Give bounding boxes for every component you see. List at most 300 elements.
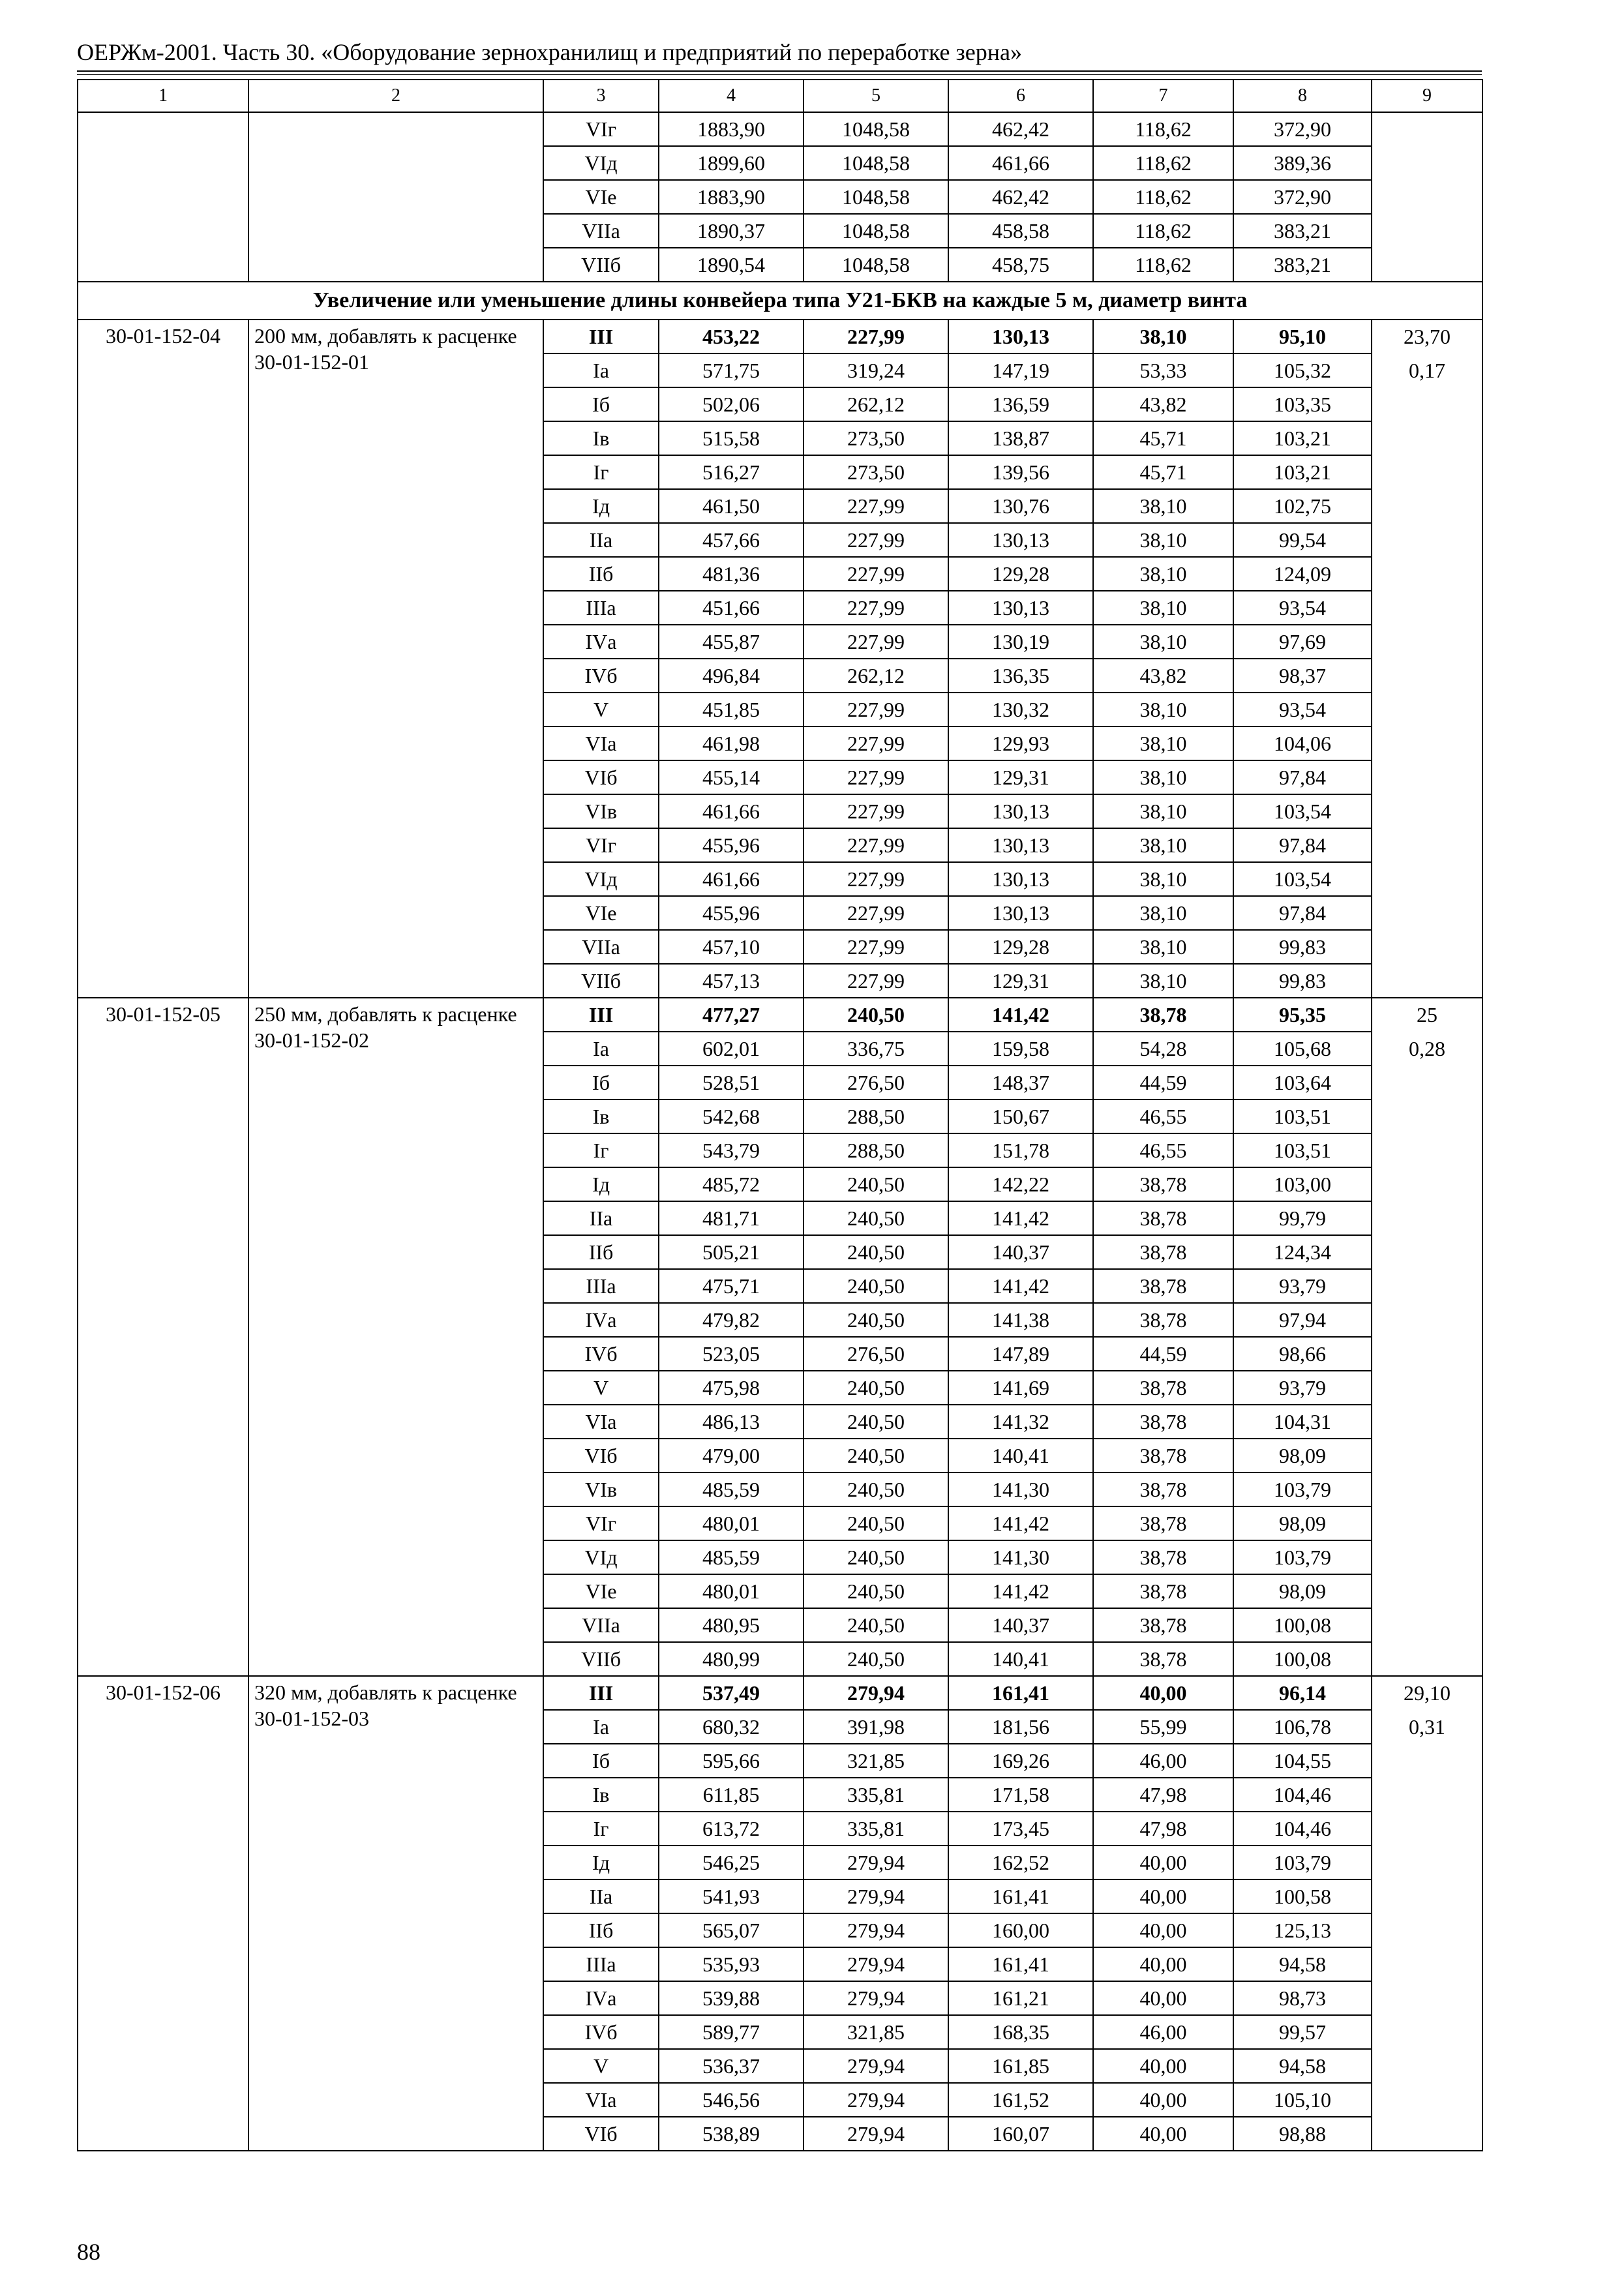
value-cell: 99,83	[1233, 964, 1372, 998]
value-cell: IVб	[543, 1337, 659, 1371]
value-cell: 150,67	[948, 1100, 1093, 1133]
value-cell: 103,21	[1233, 455, 1372, 489]
col9-value: 23,70	[1404, 325, 1451, 348]
value-cell: Iг	[543, 455, 659, 489]
value-cell: 38,78	[1093, 1235, 1233, 1269]
value-cell: 55,99	[1093, 1710, 1233, 1744]
value-cell: 129,31	[948, 964, 1093, 998]
value-cell: 455,96	[659, 828, 804, 862]
value-cell: VIб	[543, 760, 659, 794]
value-cell: 240,50	[804, 1506, 948, 1540]
value-cell: 141,42	[948, 1574, 1093, 1608]
value-cell: 130,13	[948, 828, 1093, 862]
value-cell: 455,96	[659, 896, 804, 930]
value-cell: 171,58	[948, 1778, 1093, 1812]
value-cell: 1899,60	[659, 146, 804, 180]
value-cell: 103,51	[1233, 1133, 1372, 1167]
value-cell: 227,99	[804, 320, 948, 353]
value-cell: 240,50	[804, 1303, 948, 1337]
value-cell: 181,56	[948, 1710, 1093, 1744]
value-cell: 173,45	[948, 1812, 1093, 1846]
value-cell: 240,50	[804, 998, 948, 1032]
value-cell: 40,00	[1093, 1947, 1233, 1981]
value-cell: 147,89	[948, 1337, 1093, 1371]
value-cell: 99,83	[1233, 930, 1372, 964]
value-cell: 496,84	[659, 659, 804, 693]
value-cell: 321,85	[804, 1744, 948, 1778]
value-cell: 523,05	[659, 1337, 804, 1371]
description-cell: 320 мм, добавлять к расценке 30-01-152-03	[248, 1676, 543, 2151]
value-cell: 130,13	[948, 862, 1093, 896]
value-cell: 38,78	[1093, 1506, 1233, 1540]
value-cell: Iг	[543, 1812, 659, 1846]
value-cell: 104,46	[1233, 1778, 1372, 1812]
value-cell: 104,46	[1233, 1812, 1372, 1846]
value-cell: 480,99	[659, 1642, 804, 1676]
value-cell: 227,99	[804, 794, 948, 828]
value-cell: Iб	[543, 387, 659, 421]
value-cell: 38,78	[1093, 1405, 1233, 1439]
value-cell: 140,37	[948, 1235, 1093, 1269]
value-cell: 130,76	[948, 489, 1093, 523]
value-cell: 44,59	[1093, 1066, 1233, 1100]
col9-cell	[1372, 112, 1482, 282]
value-cell: 680,32	[659, 1710, 804, 1744]
value-cell: 98,09	[1233, 1506, 1372, 1540]
value-cell: 45,71	[1093, 455, 1233, 489]
value-cell: 227,99	[804, 930, 948, 964]
value-cell: 481,71	[659, 1201, 804, 1235]
value-cell: 46,00	[1093, 1744, 1233, 1778]
value-cell: 40,00	[1093, 1913, 1233, 1947]
table-row	[78, 998, 1482, 1032]
value-cell: 141,30	[948, 1473, 1093, 1506]
value-cell: 475,71	[659, 1269, 804, 1303]
page-header: ОЕРЖм-2001. Часть 30. «Оборудование зернохранилищ и предприятий по переработке зерна»	[77, 39, 1022, 65]
column-number: 1	[78, 80, 248, 112]
value-cell: 38,78	[1093, 1303, 1233, 1337]
value-cell: 485,72	[659, 1167, 804, 1201]
value-cell: 130,32	[948, 693, 1093, 726]
value-cell: 451,85	[659, 693, 804, 726]
value-cell: 240,50	[804, 1439, 948, 1473]
value-cell: VIв	[543, 794, 659, 828]
value-cell: 130,13	[948, 320, 1093, 353]
col9-value: 25	[1417, 1003, 1437, 1026]
column-number-row	[78, 80, 1482, 112]
value-cell: 279,94	[804, 1981, 948, 2015]
value-cell: 546,25	[659, 1846, 804, 1879]
col9-value: 0,31	[1409, 1715, 1445, 1739]
value-cell: 141,38	[948, 1303, 1093, 1337]
value-cell: 97,69	[1233, 625, 1372, 659]
value-cell: 515,58	[659, 421, 804, 455]
value-cell: 141,42	[948, 1506, 1093, 1540]
value-cell: 100,08	[1233, 1608, 1372, 1642]
value-cell: 38,10	[1093, 557, 1233, 591]
value-cell: 571,75	[659, 353, 804, 387]
value-cell: 40,00	[1093, 1676, 1233, 1710]
value-cell: 142,22	[948, 1167, 1093, 1201]
value-cell: 227,99	[804, 862, 948, 896]
value-cell: 38,10	[1093, 523, 1233, 557]
value-cell: 103,21	[1233, 421, 1372, 455]
value-cell: 103,79	[1233, 1473, 1372, 1506]
value-cell: 98,73	[1233, 1981, 1372, 2015]
value-cell: 279,94	[804, 1846, 948, 1879]
value-cell: 502,06	[659, 387, 804, 421]
value-cell: VIIа	[543, 1608, 659, 1642]
code-cell: 30-01-152-04	[78, 320, 248, 998]
value-cell: 95,10	[1233, 320, 1372, 353]
value-cell: 46,00	[1093, 2015, 1233, 2049]
value-cell: 160,00	[948, 1913, 1093, 1947]
value-cell: 97,84	[1233, 896, 1372, 930]
value-cell: V	[543, 2049, 659, 2083]
value-cell: 457,10	[659, 930, 804, 964]
value-cell: 227,99	[804, 828, 948, 862]
value-cell: 98,88	[1233, 2117, 1372, 2151]
value-cell: 455,87	[659, 625, 804, 659]
value-cell: 168,35	[948, 2015, 1093, 2049]
col9-value: 0,17	[1409, 359, 1445, 382]
value-cell: 140,41	[948, 1439, 1093, 1473]
value-cell: VIг	[543, 112, 659, 146]
value-cell: 141,42	[948, 1269, 1093, 1303]
value-cell: Iа	[543, 353, 659, 387]
value-cell: 43,82	[1093, 659, 1233, 693]
value-cell: 118,62	[1093, 180, 1233, 214]
value-cell: 611,85	[659, 1778, 804, 1812]
value-cell: 240,50	[804, 1371, 948, 1405]
value-cell: 335,81	[804, 1812, 948, 1846]
value-cell: VIб	[543, 2117, 659, 2151]
value-cell: 391,98	[804, 1710, 948, 1744]
value-cell: 38,10	[1093, 693, 1233, 726]
value-cell: 457,13	[659, 964, 804, 998]
value-cell: 94,58	[1233, 2049, 1372, 2083]
value-cell: 161,85	[948, 2049, 1093, 2083]
value-cell: 40,00	[1093, 2049, 1233, 2083]
value-cell: 103,35	[1233, 387, 1372, 421]
value-cell: 103,79	[1233, 1540, 1372, 1574]
column-number: 7	[1093, 80, 1233, 112]
value-cell: 321,85	[804, 2015, 948, 2049]
value-cell: 461,66	[659, 862, 804, 896]
value-cell: 279,94	[804, 1676, 948, 1710]
value-cell: 40,00	[1093, 1879, 1233, 1913]
value-cell: 129,28	[948, 557, 1093, 591]
value-cell: 93,54	[1233, 591, 1372, 625]
value-cell: 38,78	[1093, 1269, 1233, 1303]
description-cell: 200 мм, добавлять к расценке 30-01-152-01	[248, 320, 543, 998]
value-cell: V	[543, 1371, 659, 1405]
header-rule-thin	[77, 74, 1482, 75]
header-rule	[77, 70, 1482, 72]
value-cell: 45,71	[1093, 421, 1233, 455]
value-cell: 279,94	[804, 2083, 948, 2117]
value-cell: 38,78	[1093, 1439, 1233, 1473]
col9-cell	[1372, 998, 1482, 1676]
value-cell: VIг	[543, 828, 659, 862]
value-cell: Iд	[543, 489, 659, 523]
value-cell: 451,66	[659, 591, 804, 625]
value-cell: 372,90	[1233, 180, 1372, 214]
value-cell: 461,66	[659, 794, 804, 828]
value-cell: 227,99	[804, 489, 948, 523]
value-cell: 505,21	[659, 1235, 804, 1269]
value-cell: Iв	[543, 1778, 659, 1812]
code-cell	[78, 112, 248, 282]
value-cell: IIб	[543, 1235, 659, 1269]
value-cell: III	[543, 1676, 659, 1710]
value-cell: 148,37	[948, 1066, 1093, 1100]
value-cell: 227,99	[804, 726, 948, 760]
value-cell: 98,09	[1233, 1574, 1372, 1608]
value-cell: 539,88	[659, 1981, 804, 2015]
value-cell: 240,50	[804, 1235, 948, 1269]
value-cell: 276,50	[804, 1337, 948, 1371]
value-cell: IVб	[543, 2015, 659, 2049]
description-cell: 250 мм, добавлять к расценке 30-01-152-02	[248, 998, 543, 1676]
description-cell	[248, 112, 543, 282]
value-cell: 38,10	[1093, 794, 1233, 828]
value-cell: IIа	[543, 1879, 659, 1913]
value-cell: 461,50	[659, 489, 804, 523]
value-cell: 161,41	[948, 1879, 1093, 1913]
col9-cell	[1372, 320, 1482, 998]
value-cell: 141,32	[948, 1405, 1093, 1439]
value-cell: 161,21	[948, 1981, 1093, 2015]
value-cell: 103,54	[1233, 794, 1372, 828]
value-cell: 227,99	[804, 557, 948, 591]
value-cell: 335,81	[804, 1778, 948, 1812]
value-cell: 537,49	[659, 1676, 804, 1710]
value-cell: 100,08	[1233, 1642, 1372, 1676]
value-cell: 1883,90	[659, 180, 804, 214]
value-cell: IIIа	[543, 591, 659, 625]
value-cell: 105,32	[1233, 353, 1372, 387]
value-cell: IVа	[543, 1981, 659, 2015]
value-cell: IIб	[543, 557, 659, 591]
value-cell: IVа	[543, 625, 659, 659]
value-cell: 461,66	[948, 146, 1093, 180]
value-cell: 227,99	[804, 964, 948, 998]
value-cell: VIIб	[543, 248, 659, 282]
value-cell: 541,93	[659, 1879, 804, 1913]
value-cell: 240,50	[804, 1574, 948, 1608]
value-cell: Iа	[543, 1032, 659, 1066]
value-cell: 279,94	[804, 1879, 948, 1913]
value-cell: 479,00	[659, 1439, 804, 1473]
value-cell: 130,13	[948, 591, 1093, 625]
value-cell: Iб	[543, 1066, 659, 1100]
value-cell: VIв	[543, 1473, 659, 1506]
value-cell: 40,00	[1093, 1981, 1233, 2015]
value-cell: 38,10	[1093, 760, 1233, 794]
value-cell: 93,79	[1233, 1269, 1372, 1303]
value-cell: 103,79	[1233, 1846, 1372, 1879]
value-cell: 38,10	[1093, 828, 1233, 862]
value-cell: 38,10	[1093, 489, 1233, 523]
table-row	[78, 320, 1482, 353]
value-cell: 141,42	[948, 998, 1093, 1032]
value-cell: VIIа	[543, 930, 659, 964]
value-cell: 147,19	[948, 353, 1093, 387]
value-cell: 138,87	[948, 421, 1093, 455]
value-cell: 1048,58	[804, 112, 948, 146]
value-cell: 46,55	[1093, 1133, 1233, 1167]
value-cell: 125,13	[1233, 1913, 1372, 1947]
value-cell: 516,27	[659, 455, 804, 489]
value-cell: 40,00	[1093, 2083, 1233, 2117]
value-cell: 99,54	[1233, 523, 1372, 557]
value-cell: 118,62	[1093, 214, 1233, 248]
value-cell: IIIа	[543, 1269, 659, 1303]
value-cell: 103,54	[1233, 862, 1372, 896]
value-cell: 98,37	[1233, 659, 1372, 693]
column-number: 5	[804, 80, 948, 112]
value-cell: 1890,54	[659, 248, 804, 282]
column-number: 3	[543, 80, 659, 112]
value-cell: 1048,58	[804, 248, 948, 282]
value-cell: Iв	[543, 1100, 659, 1133]
value-cell: 480,95	[659, 1608, 804, 1642]
value-cell: 161,41	[948, 1947, 1093, 1981]
value-cell: VIд	[543, 146, 659, 180]
value-cell: 103,00	[1233, 1167, 1372, 1201]
value-cell: 130,13	[948, 896, 1093, 930]
value-cell: 140,41	[948, 1642, 1093, 1676]
value-cell: 139,56	[948, 455, 1093, 489]
value-cell: 38,10	[1093, 625, 1233, 659]
value-cell: 336,75	[804, 1032, 948, 1066]
value-cell: 105,68	[1233, 1032, 1372, 1066]
column-number: 6	[948, 80, 1093, 112]
value-cell: 38,78	[1093, 1167, 1233, 1201]
value-cell: 273,50	[804, 421, 948, 455]
page-number: 88	[77, 2239, 100, 2265]
value-cell: 136,59	[948, 387, 1093, 421]
value-cell: 40,00	[1093, 2117, 1233, 2151]
value-cell: 38,78	[1093, 1201, 1233, 1235]
value-cell: 105,10	[1233, 2083, 1372, 2117]
value-cell: 130,13	[948, 794, 1093, 828]
value-cell: 118,62	[1093, 112, 1233, 146]
value-cell: 38,78	[1093, 1473, 1233, 1506]
value-cell: 151,78	[948, 1133, 1093, 1167]
value-cell: 485,59	[659, 1540, 804, 1574]
col9-value: 29,10	[1404, 1681, 1451, 1705]
value-cell: 103,64	[1233, 1066, 1372, 1100]
value-cell: 38,78	[1093, 998, 1233, 1032]
value-cell: VIе	[543, 1574, 659, 1608]
value-cell: 161,41	[948, 1676, 1093, 1710]
value-cell: 538,89	[659, 2117, 804, 2151]
value-cell: VIб	[543, 1439, 659, 1473]
value-cell: 118,62	[1093, 146, 1233, 180]
price-table	[77, 79, 1483, 2151]
value-cell: VIд	[543, 1540, 659, 1574]
value-cell: 102,75	[1233, 489, 1372, 523]
col9-value: 0,28	[1409, 1037, 1445, 1060]
value-cell: 546,56	[659, 2083, 804, 2117]
value-cell: 383,21	[1233, 214, 1372, 248]
value-cell: 480,01	[659, 1506, 804, 1540]
value-cell: 100,58	[1233, 1879, 1372, 1913]
value-cell: 276,50	[804, 1066, 948, 1100]
value-cell: 485,59	[659, 1473, 804, 1506]
value-cell: 227,99	[804, 760, 948, 794]
value-cell: 227,99	[804, 523, 948, 557]
value-cell: 38,10	[1093, 591, 1233, 625]
value-cell: 565,07	[659, 1913, 804, 1947]
value-cell: 477,27	[659, 998, 804, 1032]
value-cell: 130,13	[948, 523, 1093, 557]
value-cell: 104,06	[1233, 726, 1372, 760]
value-cell: 1048,58	[804, 214, 948, 248]
value-cell: 124,09	[1233, 557, 1372, 591]
column-number: 4	[659, 80, 804, 112]
value-cell: 475,98	[659, 1371, 804, 1405]
value-cell: 94,58	[1233, 1947, 1372, 1981]
value-cell: IVб	[543, 659, 659, 693]
value-cell: 589,77	[659, 2015, 804, 2049]
value-cell: 453,22	[659, 320, 804, 353]
value-cell: 136,35	[948, 659, 1093, 693]
value-cell: 279,94	[804, 1947, 948, 1981]
value-cell: 240,50	[804, 1167, 948, 1201]
value-cell: 595,66	[659, 1744, 804, 1778]
value-cell: 47,98	[1093, 1812, 1233, 1846]
value-cell: 1890,37	[659, 214, 804, 248]
value-cell: 240,50	[804, 1473, 948, 1506]
value-cell: 461,98	[659, 726, 804, 760]
value-cell: IIа	[543, 523, 659, 557]
value-cell: 93,79	[1233, 1371, 1372, 1405]
value-cell: 536,37	[659, 2049, 804, 2083]
value-cell: 262,12	[804, 387, 948, 421]
section-title: Увеличение или уменьшение длины конвейера типа У21-БКВ на каждые 5 м, диаметр винта	[78, 282, 1482, 320]
value-cell: 106,78	[1233, 1710, 1372, 1744]
value-cell: 240,50	[804, 1201, 948, 1235]
value-cell: 104,31	[1233, 1405, 1372, 1439]
value-cell: VIIб	[543, 964, 659, 998]
value-cell: VIIб	[543, 1642, 659, 1676]
value-cell: 38,10	[1093, 862, 1233, 896]
value-cell: 54,28	[1093, 1032, 1233, 1066]
value-cell: Iв	[543, 421, 659, 455]
value-cell: VIIа	[543, 214, 659, 248]
value-cell: 227,99	[804, 896, 948, 930]
value-cell: III	[543, 320, 659, 353]
value-cell: 140,37	[948, 1608, 1093, 1642]
code-cell: 30-01-152-06	[78, 1676, 248, 2151]
value-cell: 462,42	[948, 112, 1093, 146]
value-cell: 480,01	[659, 1574, 804, 1608]
value-cell: 457,66	[659, 523, 804, 557]
value-cell: 38,10	[1093, 896, 1233, 930]
value-cell: IIа	[543, 1201, 659, 1235]
value-cell: Iд	[543, 1167, 659, 1201]
value-cell: 481,36	[659, 557, 804, 591]
value-cell: 97,94	[1233, 1303, 1372, 1337]
value-cell: 543,79	[659, 1133, 804, 1167]
value-cell: 383,21	[1233, 248, 1372, 282]
value-cell: 458,58	[948, 214, 1093, 248]
value-cell: 240,50	[804, 1540, 948, 1574]
value-cell: 93,54	[1233, 693, 1372, 726]
